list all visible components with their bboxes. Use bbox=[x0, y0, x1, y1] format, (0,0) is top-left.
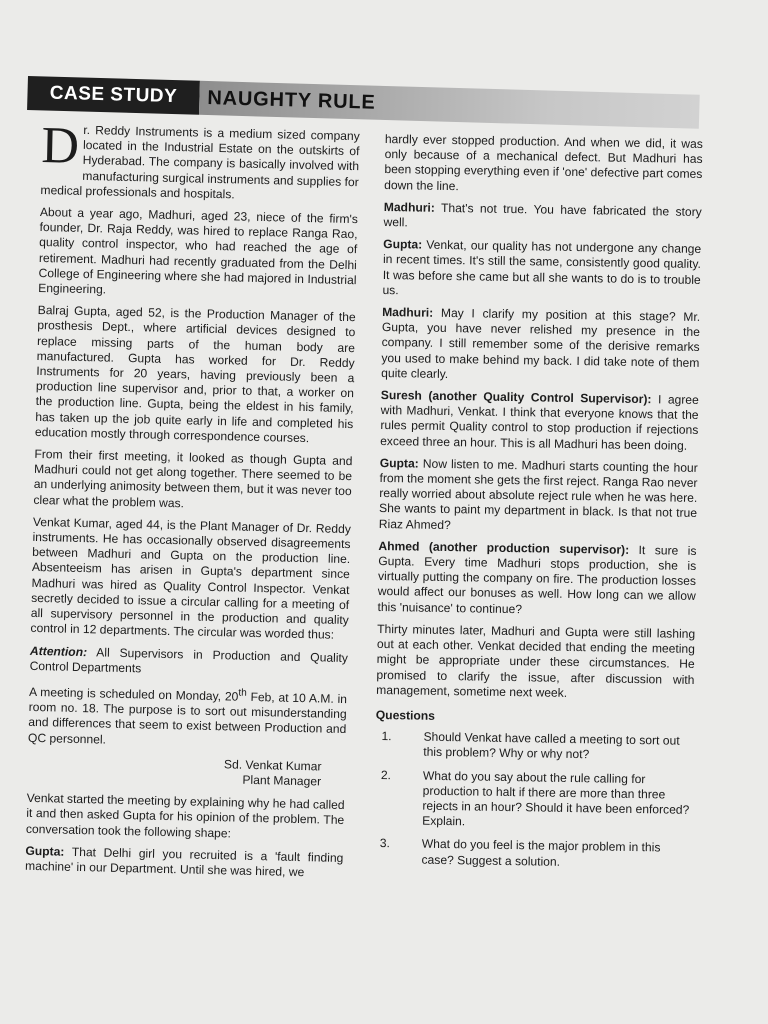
gupta-background-paragraph: Balraj Gupta, aged 52, is the Production Manager of the prosthesis Dept., where artificial devices designed to replace missing parts of the human body are manufactured. Gupta has worked for Dr. Reddy Instruments for 20 years, having previously been a production line supervisor and, prior to that, a worker on the production line. Gupta, being the eldest in his family, has taken up the job quite early in life and completed his education mostly through correspondence courses. bbox=[34, 303, 356, 446]
circular-signature bbox=[27, 753, 322, 790]
animosity-paragraph: From their first meeting, it looked as though Gupta and Madhuri could not get along together. There seemed to be an underlying animosity between them, but it was never too clear what the problem was. bbox=[33, 446, 353, 510]
left-column bbox=[24, 117, 360, 888]
dialogue-gupta-2: Gupta: Venkat, our quality has not undergone any change in recent times. It's still the same, consistently good quality. It was before she came but all she wants to do is to trouble us. bbox=[382, 237, 702, 298]
speaker-label: Suresh (another Quality Control Supervisor): bbox=[380, 388, 652, 407]
drop-cap: D bbox=[40, 117, 80, 175]
dialogue-suresh: Suresh (another Quality Control Supervisor): I agree with Madhuri, Venkat. I think that everyone knows that the rules permit Quality control to stop production if rejections exceed three an hour. This is all Madhuri has been doing. bbox=[380, 388, 699, 453]
dialogue-madhuri-2: Madhuri: May I clarify my position at this stage? Mr. Gupta, you have never relished my presence in the company. I still remember some of the derisive remarks you used to make behind my back. I did take note of them quite clearly. bbox=[381, 305, 701, 381]
dialogue-gupta-1: Gupta: That Delhi girl you recruited is a 'fault finding machine' in our Department. Until she was hired, we bbox=[24, 843, 344, 880]
madhuri-background-paragraph: About a year ago, Madhuri, aged 23, niece of the firm's founder, Dr. Raja Reddy, was hired to replace Ranga Rao, quality control inspector, who had reached the age of retirement. Madhuri had recently graduated from the Delhi College of Engineering where she had majored in Industrial Engineering. bbox=[38, 204, 359, 297]
meeting-start-paragraph: Venkat started the meeting by explaining why he had called it and then asked Gupta for his opinion of the problem. The conversation took the following shape: bbox=[25, 790, 345, 841]
speaker-label: Ahmed (another production supervisor): bbox=[378, 538, 630, 557]
question-item bbox=[375, 729, 693, 764]
questions-heading: Questions bbox=[375, 707, 436, 723]
signature-title: Plant Manager bbox=[242, 772, 322, 789]
dialogue-madhuri-1: Madhuri: That's not true. You have fabricated the story well. bbox=[383, 199, 702, 230]
dialogue-continuation: hardly ever stopped production. And when we did, it was only because of a mechanical defect. But Madhuri has been stopping everything even if 'one' defective part comes down the line. bbox=[384, 132, 703, 193]
case-study-label: CASE STUDY bbox=[27, 76, 200, 115]
circular-body: A meeting is scheduled on Monday, 20th Feb, at 10 A.M. in room no. 18. The purpose is to sort out misunderstanding and differences that seem to exist between Production and QC personnel. bbox=[27, 684, 348, 747]
case-study-title: NAUGHTY RULE bbox=[199, 81, 700, 129]
question-text: Should Venkat have called a meeting to sort out this problem? Why or why not? bbox=[423, 729, 680, 762]
speaker-label: Madhuri: bbox=[383, 199, 435, 215]
right-column bbox=[373, 132, 703, 880]
closing-paragraph: Thirty minutes later, Madhuri and Gupta were still lashing out at each other. Venkat decided that ending the meeting might be appropriate under these circumstances. He promised to clarify the issue, after discussion with management, sometime next week. bbox=[376, 621, 696, 700]
intro-paragraph: Dr. Reddy Instruments is a medium sized company located in the Industrial Estate on the outskirts of Hyderabad. The company is basically involved with manufacturing surgical instruments and supplies for medical professionals and hospitals. bbox=[40, 117, 360, 202]
question-number: 3. bbox=[379, 836, 391, 851]
speaker-label: Madhuri: bbox=[382, 305, 434, 320]
question-item bbox=[373, 836, 691, 871]
question-text: What do you say about the rule calling for production to halt if there are more than three rejects in an hour? Should it have been enforced? Explain. bbox=[422, 768, 690, 829]
dialogue-gupta-3: Gupta: Now listen to me. Madhuri starts counting the hour from the moment she gets the first reject. Ranga Rao never really worried about absolute reject rule when he was here. She wants to paint my department in black. Is that not true Riaz Ahmed? bbox=[378, 455, 698, 532]
signature-name: Sd. Venkat Kumar bbox=[223, 757, 322, 774]
question-item bbox=[374, 767, 693, 833]
speaker-label: Gupta: bbox=[25, 843, 65, 859]
venkat-paragraph: Venkat Kumar, aged 44, is the Plant Manager of Dr. Reddy instruments. He has occasionally observed disagreements between Madhuri and Gupta on the production line. Absenteeism has arisen in Gupta's department since Madhuri was hired as Quality Control Inspector. Venkat secretly decided to issue a circular calling for a meeting of all supervisory personnel in the production and quality control in 12 departments. The circular was worded thus: bbox=[30, 514, 352, 643]
question-number: 1. bbox=[381, 729, 392, 744]
question-text: What do you feel is the major problem in this case? Suggest a solution. bbox=[421, 836, 661, 869]
dialogue-ahmed: Ahmed (another production supervisor): It sure is Gupta. Every time Madhuri stops production, she is virtually putting the company on fire. The production losses would affect our bonuses as well. How long can we allow this 'nuisance' to continue? bbox=[377, 538, 697, 616]
circular-attention: Attention: All Supervisors in Production and Quality Control Departments bbox=[29, 643, 349, 676]
speaker-label: Gupta: bbox=[383, 237, 423, 252]
speaker-label: Gupta: bbox=[379, 455, 419, 471]
question-number: 2. bbox=[380, 767, 392, 782]
attention-label: Attention: bbox=[29, 643, 88, 659]
